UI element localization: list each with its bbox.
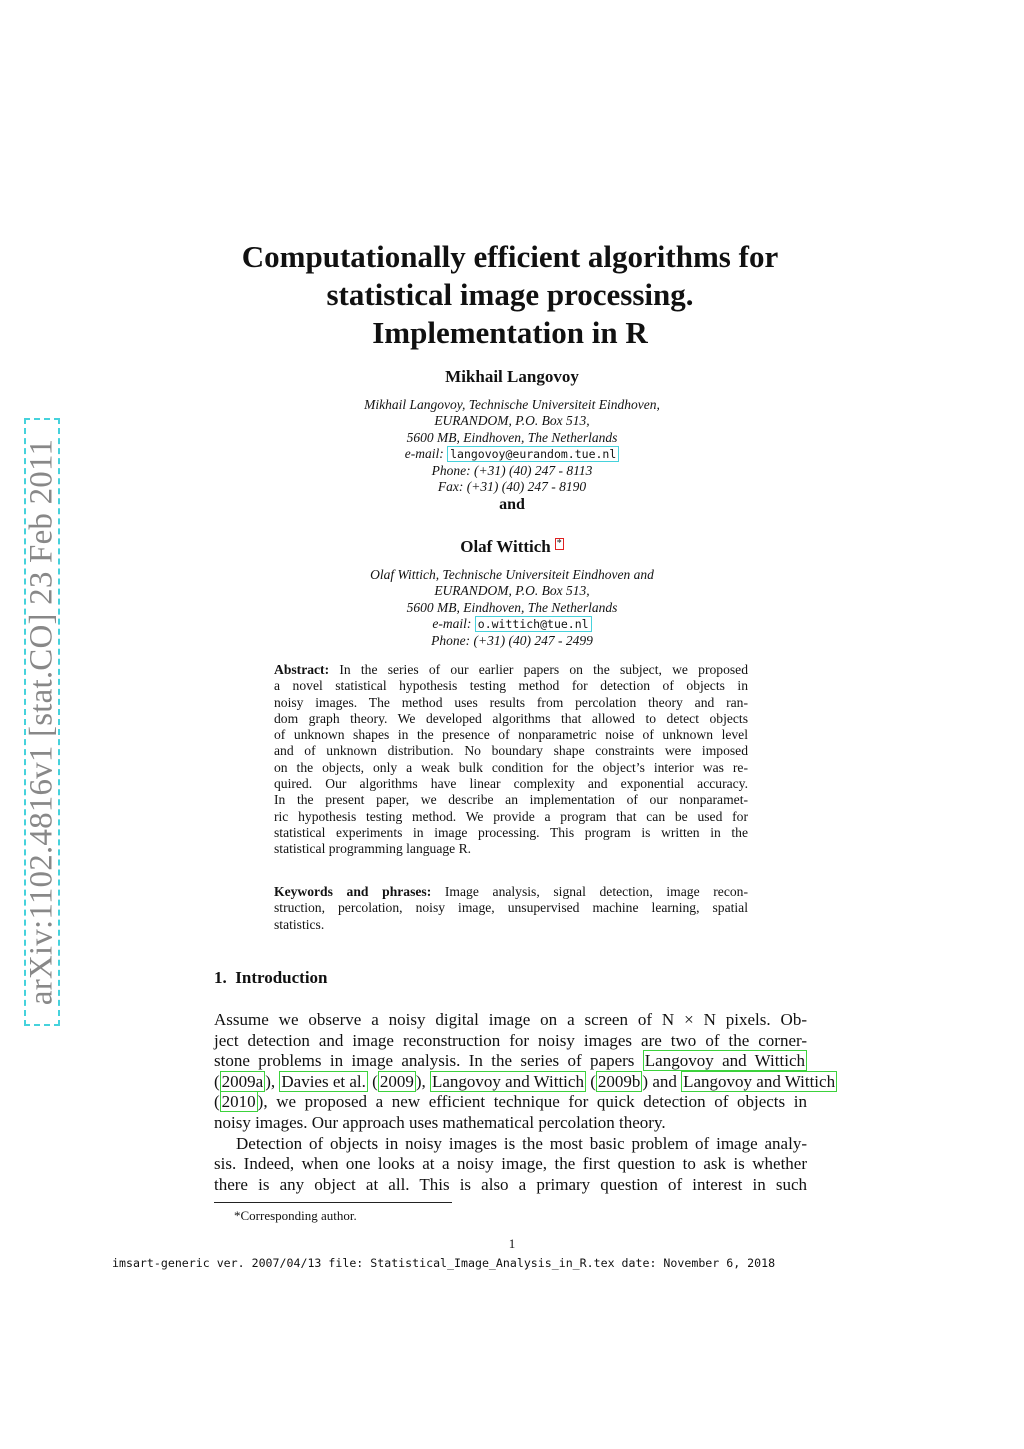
intro-line: sis. Indeed, when one looks at a noisy image, the first question to ask is whether	[214, 1154, 807, 1174]
abstract-line: statistical experiments in image processing. This program is written in the	[274, 824, 748, 840]
keywords-line: struction, percolation, noisy image, unsupervised machine learning, spatial	[274, 900, 748, 916]
citation-year-link[interactable]: 2010	[221, 1092, 256, 1112]
keywords-line: statistics.	[274, 916, 325, 932]
intro-line: Detection of objects in noisy images is the most basic problem of image analy-	[236, 1133, 807, 1153]
author-1-affil-line-1: Mikhail Langovoy, Technische Universiteit Eindhoven,	[364, 397, 660, 412]
citation-link[interactable]: Langovoy and Wittich	[644, 1051, 805, 1071]
abstract-label: Abstract:	[274, 662, 330, 677]
citation-year-link[interactable]: 2009b	[597, 1071, 641, 1091]
section-title: Introduction	[235, 968, 328, 987]
abstract-line: ric hypothesis testing method. We provide a program that can be used for	[274, 808, 748, 824]
and-separator: and	[499, 496, 525, 513]
intro-paragraphs	[214, 1010, 836, 1195]
keywords-label: Keywords and phrases:	[274, 884, 432, 899]
abstract-line: In the present paper, we describe an implementation of our nonparamet-	[274, 792, 748, 808]
citation-year-link[interactable]: 2009	[379, 1071, 414, 1091]
author-2-email-link[interactable]: o.wittich@tue.nl	[475, 616, 592, 632]
footnote-rule	[214, 1202, 452, 1203]
citation-link[interactable]: Davies et al.	[281, 1071, 366, 1091]
author-1-affil-line-3: 5600 MB, Eindhoven, The Netherlands	[406, 429, 618, 445]
author-2-affil-line-3: 5600 MB, Eindhoven, The Netherlands	[406, 599, 618, 615]
abstract-line: quired. Our algorithms have linear complexity and exponential accuracy.	[274, 776, 748, 792]
title-line-1: Computationally efficient algorithms for	[241, 239, 779, 274]
arxiv-stamp[interactable]: arXiv:1102.4816v1 [stat.CO] 23 Feb 2011	[23, 438, 60, 1006]
author-2-phone: Phone: (+31) (40) 247 - 2499	[431, 632, 593, 648]
author-1-affiliation	[262, 397, 762, 495]
abstract-line: Abstract: In the series of our earlier papers on the subject, we proposed	[274, 662, 748, 677]
author-1-name: Mikhail Langovoy	[445, 367, 579, 386]
author-1-fax: Fax: (+31) (40) 247 - 8190	[437, 479, 587, 495]
author-1-email-line	[262, 446, 762, 462]
citation-link[interactable]: Langovoy and Wittich	[431, 1071, 584, 1091]
abstract-line: of unknown shapes in the presence of nonparametric noise of unknown level	[274, 727, 748, 743]
author-2-email-label: e-mail:	[432, 616, 472, 632]
author-1-email-label: e-mail:	[404, 446, 444, 462]
author-1-affil-line-2: EURANDOM, P.O. Box 513,	[434, 413, 590, 429]
paper-title	[160, 238, 860, 352]
abstract-line: dom graph theory. We developed algorithms that allowed to detect objects	[274, 710, 748, 726]
author-2-affil-line-2: EURANDOM, P.O. Box 513,	[434, 583, 590, 599]
keywords-line: Keywords and phrases: Image analysis, signal detection, image recon-	[274, 884, 748, 899]
section-number: 1.	[214, 968, 227, 987]
abstract-line: noisy images. The method uses results from percolation theory and ran-	[274, 694, 748, 710]
intro-line: noisy images. Our approach uses mathematical percolation theory.	[214, 1112, 666, 1132]
abstract-line: statistical programming language R.	[274, 841, 472, 857]
intro-line: ject detection and image reconstruction for noisy images are two of the corner-	[214, 1030, 807, 1050]
author-1-email-link[interactable]: langovoy@eurandom.tue.nl	[447, 446, 619, 462]
author-2-name: Olaf Wittich	[460, 537, 551, 556]
abstract-line: a novel statistical hypothesis testing method for detection of objects in	[274, 678, 748, 694]
abstract-line: and of unknown distribution. No boundary shape constraints were imposed	[274, 743, 748, 759]
citation-year-link[interactable]: 2009a	[221, 1071, 264, 1091]
intro-line: stone problems in image analysis. In the series of papers Langovoy and Wittich	[214, 1051, 805, 1071]
author-2-email-line	[262, 616, 762, 632]
footnote-marker-link[interactable]: *	[556, 538, 562, 549]
page-number: 1	[508, 1236, 516, 1251]
intro-line: Assume we observe a noisy digital image on a screen of N × N pixels. Ob-	[214, 1010, 807, 1029]
intro-line: ( 2010 ), we proposed a new efficient technique for quick detection of objects in	[214, 1092, 807, 1112]
title-line-2: statistical image processing.	[326, 277, 694, 312]
citation-link[interactable]: Langovoy and Wittich	[683, 1071, 836, 1091]
document-footer: imsart-generic ver. 2007/04/13 file: Statistical_Image_Analysis_in_R.tex date: November 6, 2018	[112, 1256, 776, 1270]
abstract-line: on the objects, only a weak bulk condition for the object’s interior was re-	[274, 759, 748, 775]
footnote: *Corresponding author.	[234, 1208, 357, 1223]
author-2-heading	[312, 537, 712, 557]
author-1-phone: Phone: (+31) (40) 247 - 8113	[431, 462, 593, 478]
author-2-affiliation	[262, 567, 762, 649]
section-heading	[214, 968, 328, 988]
keywords	[274, 884, 748, 933]
author-2-affil-line-1: Olaf Wittich, Technische Universiteit Eindhoven and	[370, 567, 654, 582]
intro-line: ( 2009a ), Davies et al. ( 2009 ), Langovoy and Wittich ( 2009b ) and Langovoy and Wittich	[214, 1071, 836, 1091]
title-line-3: Implementation in R	[372, 315, 648, 350]
abstract	[274, 662, 748, 858]
intro-line: there is any object at all. This is also a primary question of interest in such	[214, 1174, 807, 1194]
